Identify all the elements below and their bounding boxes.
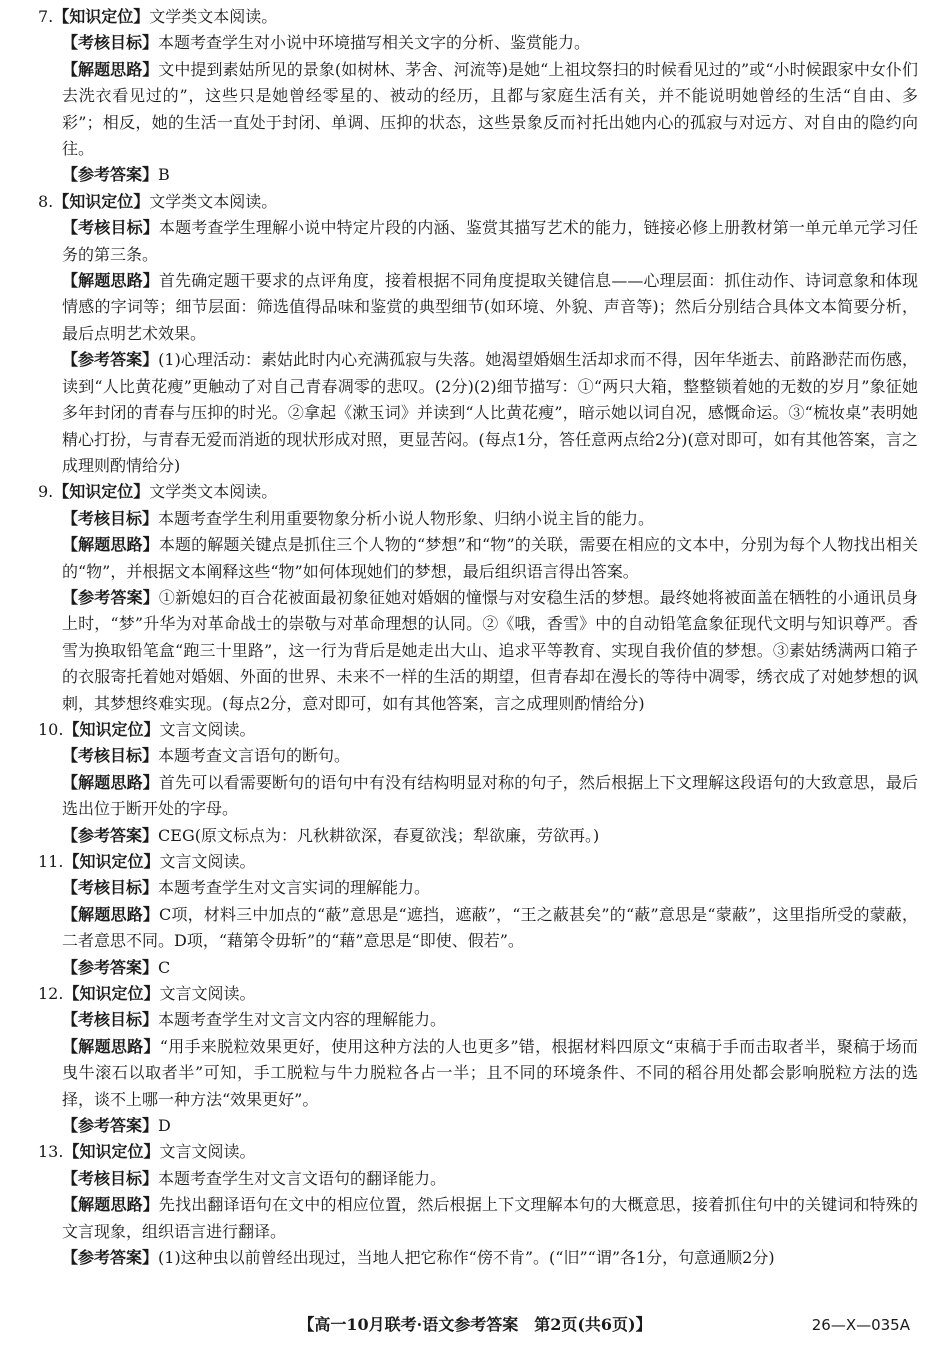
answer-text: B bbox=[158, 165, 170, 185]
question-target bbox=[62, 1166, 918, 1192]
answer-text: (1)心理活动：素姑此时内心充满孤寂与失落。她渴望婚姻生活却求而不得，因年华逝去、前路渺茫而伤感，读到“人比黄花瘦”更触动了对自己青春凋零的悲叹。(2分)(2)细节描写：①“两只大箱，整整锁着她的无数的岁月”象征她多年封闭的青春与压抑的时光。②拿起《漱玉词》并读到“人比黄花瘦”，暗示她以词自况，感慨命运。③“梳妆桌”表明她精心打扮，与青春无爱而消逝的现状形成对照，更显苦闷。(每点1分，答任意两点给2分)(意对即可，如有其他答案，言之成理则酌情给分) bbox=[62, 350, 918, 475]
approach-text: “用手来脱粒效果更好，使用这种方法的人也更多”错，根据材料四原文“束稿于手而击取者半，聚稿于场而曳牛滚石以取者半”可知，手工脱粒与牛力脱粒各占一半；且不同的环境条件、不同的稻谷用处都会影响脱粒方法的选择，谈不上哪一种方法“效果更好”。 bbox=[62, 1036, 918, 1109]
target-label: 【考核目标】 bbox=[62, 878, 159, 898]
answer-label: 【参考答案】 bbox=[62, 1248, 159, 1268]
approach-label: 【解题思路】 bbox=[62, 904, 160, 924]
question-answer bbox=[62, 585, 918, 717]
knowledge-label: 【知识定位】 bbox=[63, 852, 160, 871]
question-number: 13. bbox=[38, 1142, 64, 1162]
knowledge-text: 文学类文本阅读。 bbox=[149, 191, 278, 211]
knowledge-text: 文言文阅读。 bbox=[159, 984, 256, 1004]
target-text: 本题考查学生对文言文语句的翻译能力。 bbox=[158, 1168, 447, 1188]
approach-text: 本题的解题关键点是抓住三个人物的“梦想”和“物”的关联，需要在相应的文本中，分别为每个人物找出相关的“物”，并根据文本阐释这些“物”如何体现她们的梦想，最后组织语言得出答案。 bbox=[62, 535, 918, 581]
knowledge-label: 【知识定位】 bbox=[63, 719, 160, 739]
question-answer bbox=[62, 1113, 918, 1139]
approach-text: 首先可以看需要断句的语句中有没有结构明显对称的句子，然后根据上下文理解这段语句的大致意思，最后选出位于断开处的字母。 bbox=[62, 772, 918, 819]
question-block bbox=[38, 189, 918, 479]
question-answer bbox=[62, 823, 918, 849]
answer-label: 【参考答案】 bbox=[62, 957, 159, 977]
question-target bbox=[62, 30, 918, 56]
answer-label: 【参考答案】 bbox=[62, 587, 159, 607]
knowledge-label: 【知识定位】 bbox=[53, 7, 150, 26]
question-number: 12. bbox=[38, 984, 64, 1004]
target-label: 【考核目标】 bbox=[62, 746, 159, 766]
question-block bbox=[38, 717, 918, 849]
question-number: 10. bbox=[38, 719, 64, 739]
question-block bbox=[38, 4, 918, 189]
question-block bbox=[38, 981, 918, 1139]
target-text: 本题考查学生对文言文内容的理解能力。 bbox=[158, 1010, 447, 1030]
target-text: 本题考查学生理解小说中特定片段的内涵、鉴赏其描写艺术的能力，链接必修上册教材第一单元单元学习任务的第三条。 bbox=[62, 218, 918, 264]
question-target bbox=[62, 506, 918, 532]
questions-list bbox=[38, 4, 918, 1272]
question-answer bbox=[62, 347, 918, 479]
question-approach bbox=[62, 1034, 918, 1113]
question-target bbox=[62, 1007, 918, 1033]
question-knowledge bbox=[38, 189, 918, 215]
knowledge-label: 【知识定位】 bbox=[63, 984, 160, 1004]
target-label: 【考核目标】 bbox=[62, 218, 159, 238]
target-label: 【考核目标】 bbox=[62, 1168, 159, 1188]
question-approach bbox=[62, 1192, 918, 1245]
target-label: 【考核目标】 bbox=[62, 508, 159, 528]
answer-text: C bbox=[158, 957, 171, 977]
target-text: 本题考查学生对文言实词的理解能力。 bbox=[158, 878, 431, 898]
question-block bbox=[38, 849, 918, 981]
question-block bbox=[38, 479, 918, 717]
knowledge-label: 【知识定位】 bbox=[63, 1142, 160, 1162]
question-knowledge bbox=[38, 849, 918, 875]
approach-label: 【解题思路】 bbox=[62, 1036, 160, 1056]
question-approach bbox=[62, 57, 918, 163]
answer-text: CEG(原文标点为：凡秋耕欲深，春夏欲浅；犁欲廉，劳欲再。) bbox=[158, 825, 600, 845]
question-number: 9. bbox=[38, 482, 54, 502]
question-knowledge bbox=[38, 981, 918, 1007]
approach-text: C项，材料三中加点的“蔽”意思是“遮挡，遮蔽”，“王之蔽甚矣”的“蔽”意思是“蒙蔽”，这里指所受的蒙蔽，二者意思不同。D项，“藉第令毋斩”的“藉”意思是“即使、假若”。 bbox=[62, 904, 918, 951]
approach-label: 【解题思路】 bbox=[62, 772, 159, 792]
approach-text: 首先确定题干要求的点评角度，接着根据不同角度提取关键信息——心理层面：抓住动作、诗词意象和体现情感的字词等；细节层面：筛选值得品味和鉴赏的典型细节(如环境、外貌、声音等)；然后分别结合具体文本简要分析，最后点明艺术效果。 bbox=[62, 271, 918, 343]
knowledge-label: 【知识定位】 bbox=[53, 482, 150, 502]
question-number: 8. bbox=[38, 191, 54, 211]
question-number: 11. bbox=[38, 852, 64, 871]
answer-label: 【参考答案】 bbox=[62, 1116, 159, 1136]
knowledge-text: 文言文阅读。 bbox=[159, 719, 256, 739]
knowledge-text: 文学类文本阅读。 bbox=[149, 482, 278, 502]
answer-label: 【参考答案】 bbox=[62, 165, 159, 185]
page-footer bbox=[0, 1311, 950, 1339]
question-knowledge bbox=[38, 717, 918, 743]
question-approach bbox=[62, 902, 918, 955]
question-target bbox=[62, 215, 918, 268]
target-text: 本题考查学生对小说中环境描写相关文字的分析、鉴赏能力。 bbox=[158, 33, 591, 53]
question-answer bbox=[62, 955, 918, 981]
question-number: 7. bbox=[38, 7, 54, 26]
target-text: 本题考查文言语句的断句。 bbox=[158, 746, 351, 766]
answer-text: D bbox=[158, 1116, 171, 1136]
question-answer bbox=[62, 1245, 918, 1271]
question-knowledge bbox=[38, 479, 918, 505]
question-knowledge bbox=[38, 4, 918, 30]
footer-code: 26—X—035A bbox=[811, 1316, 910, 1334]
approach-text: 先找出翻译语句在文中的相应位置，然后根据上下文理解本句的大概意思，接着抓住句中的关键词和特殊的文言现象，组织语言进行翻译。 bbox=[62, 1195, 918, 1241]
question-approach bbox=[62, 770, 918, 823]
target-text: 本题考查学生利用重要物象分析小说人物形象、归纳小说主旨的能力。 bbox=[158, 508, 655, 528]
approach-label: 【解题思路】 bbox=[62, 535, 159, 555]
target-label: 【考核目标】 bbox=[62, 33, 159, 53]
approach-label: 【解题思路】 bbox=[62, 271, 159, 291]
question-target bbox=[62, 875, 918, 901]
target-label: 【考核目标】 bbox=[62, 1010, 159, 1030]
knowledge-label: 【知识定位】 bbox=[53, 191, 150, 211]
question-approach bbox=[62, 532, 918, 585]
approach-label: 【解题思路】 bbox=[62, 1195, 159, 1215]
answer-text: (1)这种虫以前曾经出现过，当地人把它称作“傍不肯”。(“旧”“谓”各1分，句意通顺2分) bbox=[158, 1248, 775, 1268]
knowledge-text: 文言文阅读。 bbox=[159, 852, 256, 871]
question-block bbox=[38, 1139, 918, 1271]
answer-text: ①新媳妇的百合花被面最初象征她对婚姻的憧憬与对安稳生活的梦想。最终她将被面盖在牺牲的小通讯员身上时，“梦”升华为对革命战士的崇敬与对革命理想的认同。②《哦，香雪》中的自动铅笔盒象征现代文明与知识尊严。香雪为换取铅笔盒“跑三十里路”，这一行为背后是她走出大山、追求平等教育、实现自我价值的梦想。③素姑绣满两口箱子的衣服寄托着她对婚姻、外面的世界、未来不一样的生活的期望，但青春却在漫长的等待中凋零，绣衣成了对她梦想的讽刺，其梦想终难实现。(每点2分，意对即可，如有其他答案，言之成理则酌情给分) bbox=[62, 587, 918, 713]
question-target bbox=[62, 743, 918, 769]
question-approach bbox=[62, 268, 918, 347]
knowledge-text: 文学类文本阅读。 bbox=[149, 7, 278, 26]
question-answer bbox=[62, 162, 918, 188]
footer-title: 【高一10月联考·语文参考答案 第2页(共6页)】 bbox=[298, 1315, 652, 1334]
approach-text: 文中提到素姑所见的景象(如树林、茅舍、河流等)是她“上祖坟祭扫的时候看见过的”或“小时候跟家中女仆们去洗衣看见过的”，这些只是她曾经零星的、被动的经历，且都与家庭生活有关，并不能说明她曾经的生活“自由、多彩”；相反，她的生活一直处于封闭、单调、压抑的状态，这些景象反而衬托出她内心的孤寂与对远方、对自由的隐约向往。 bbox=[62, 59, 918, 159]
approach-label: 【解题思路】 bbox=[62, 59, 159, 79]
answer-label: 【参考答案】 bbox=[62, 350, 159, 370]
question-knowledge bbox=[38, 1139, 918, 1165]
answer-label: 【参考答案】 bbox=[62, 825, 159, 845]
knowledge-text: 文言文阅读。 bbox=[159, 1142, 256, 1162]
